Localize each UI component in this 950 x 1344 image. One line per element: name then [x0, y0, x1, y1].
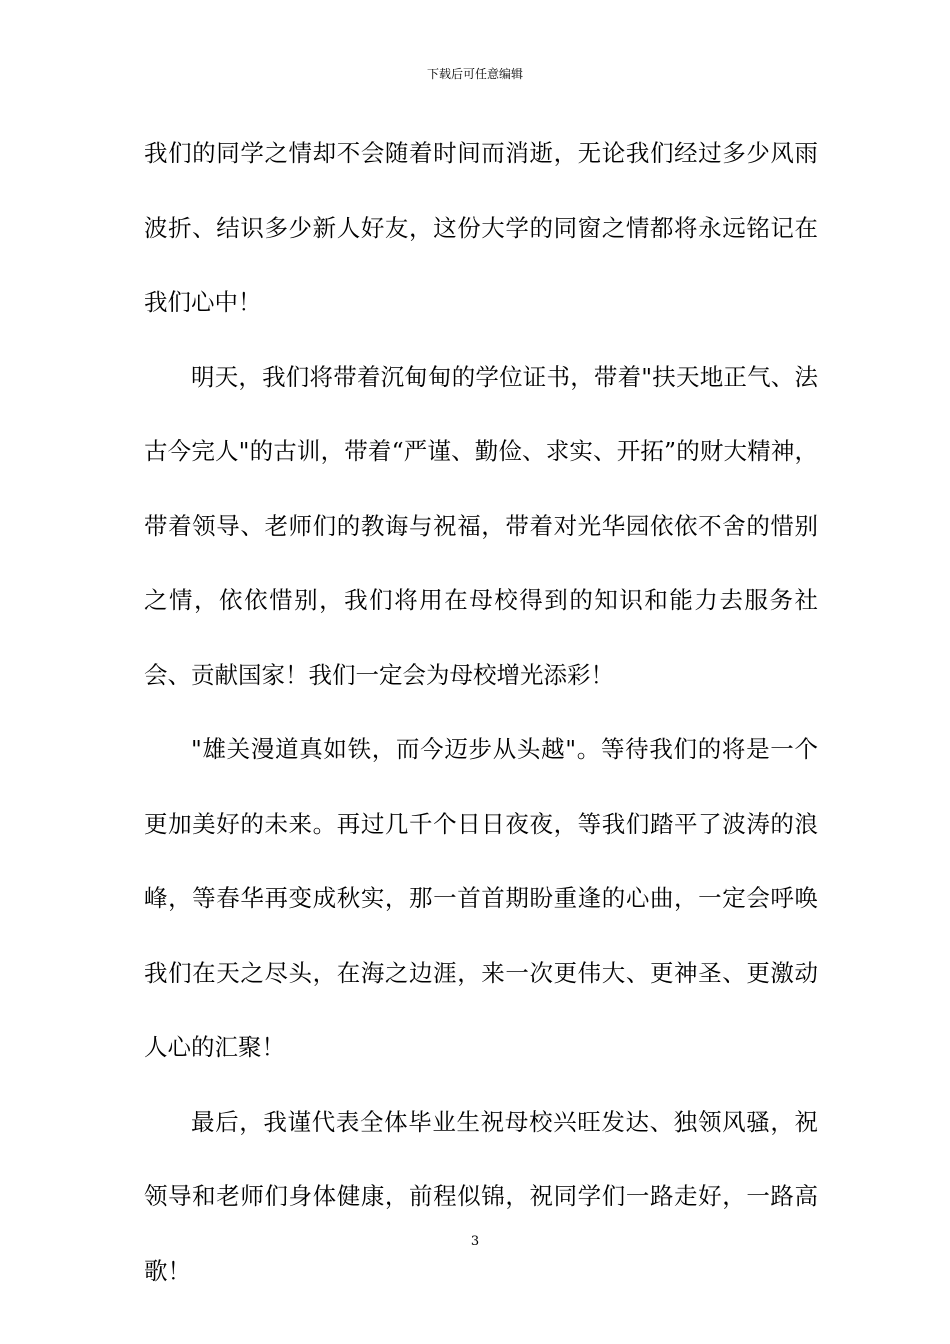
- page-number: 3: [470, 1234, 480, 1249]
- paragraph-1: 我们的同学之情却不会随着时间而消逝，无论我们经过多少风雨波折、结识多少新人好友，这份大学的同窗之情都将永远铭记在我们心中！: [144, 139, 818, 316]
- paragraph-2: 明天，我们将带着沉甸甸的学位证书，带着"扶天地正气、法古今完人"的古训，带着“严谨、勤俭、求实、开拓”的财大精神，带着领导、老师们的教诲与祝福，带着对光华园依依不舍的惜别之情，依依惜别，我们将用在母校得到的知识和能力去服务社会、贡献国家！我们一定会为母校增光添彩！: [144, 362, 818, 689]
- page-header: 下载后可任意编辑: [426, 67, 523, 81]
- body-text: [144, 116, 818, 1308]
- paragraph-3: "雄关漫道真如铁，而今迈步从头越"。等待我们的将是一个更加美好的未来。再过几千个日日夜夜，等我们踏平了波涛的浪峰，等春华再变成秋实，那一首首期盼重逢的心曲，一定会呼唤我们在天之尽头，在海之边涯，来一次更伟大、更神圣、更激动人心的汇聚！: [144, 735, 818, 1061]
- paragraph-4: 最后，我谨代表全体毕业生祝母校兴旺发达、独领风骚，祝领导和老师们身体健康，前程似锦，祝同学们一路走好，一路高歌！: [144, 1107, 818, 1285]
